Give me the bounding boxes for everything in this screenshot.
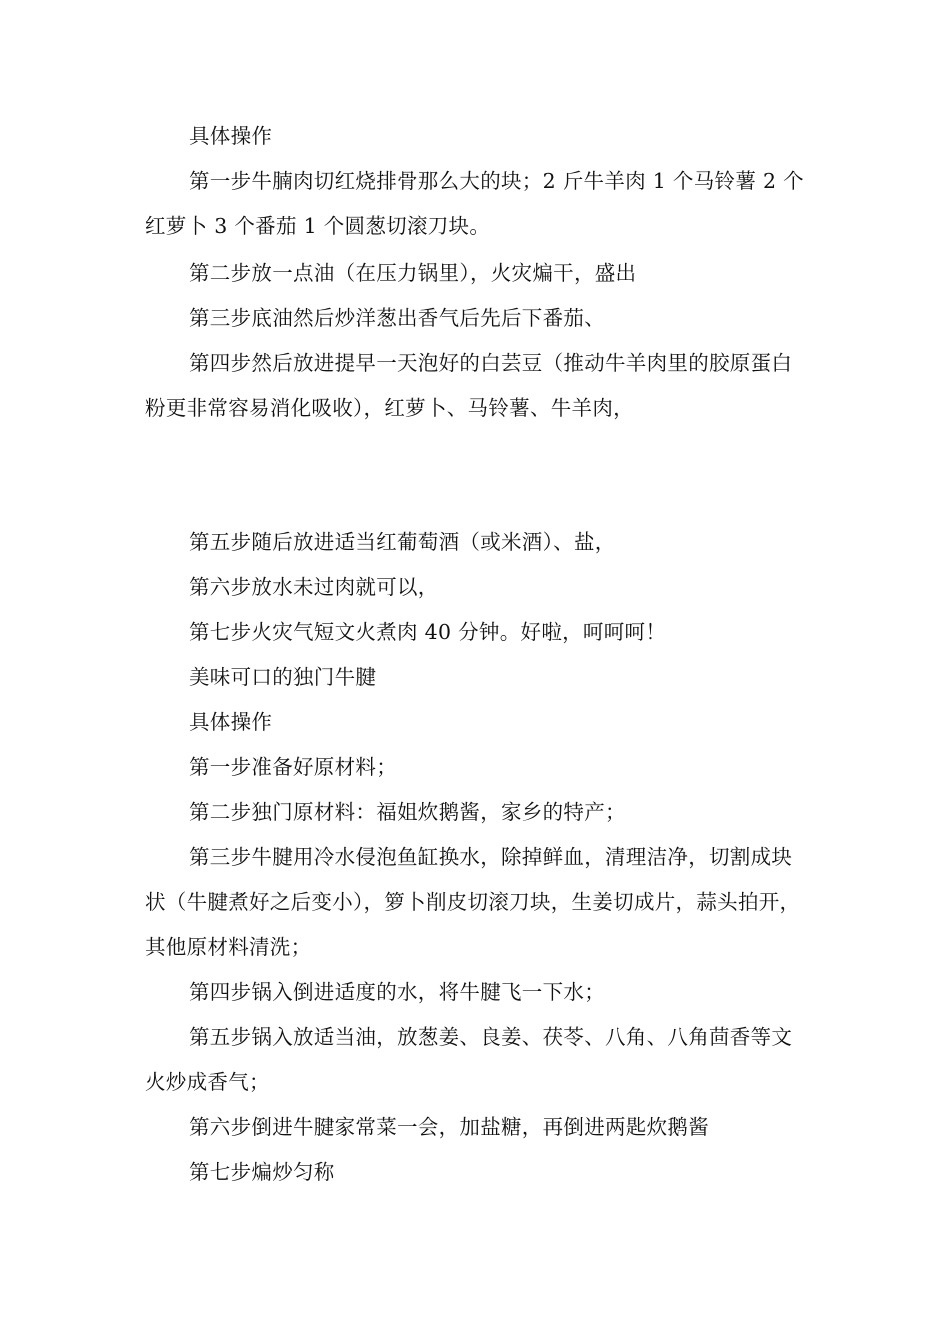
paragraph-beef-step-6: 第六步倒进牛腱家常菜一会，加盐糖，再倒进两匙炊鹅酱 <box>189 1115 709 1139</box>
paragraph-heading-operation-2: 具体操作 <box>189 710 273 734</box>
document-body <box>145 114 810 1195</box>
paragraph-beef-step-7: 第七步煸炒匀称 <box>189 1160 335 1184</box>
paragraph-step-3: 第三步底油然后炒洋葱出香气后先后下番茄、 <box>189 306 605 330</box>
paragraph-beef-step-3: 第三步牛腱用冷水侵泡鱼缸换水，除掉鲜血，清理洁净，切割成块状（牛腱煮好之后变小），箩卜削皮切滚刀块，生姜切成片，蒜头拍开，其他原材料清洗； <box>145 845 801 959</box>
paragraph-step-1: 第一步牛腩肉切红烧排骨那么大的块；2 斤牛羊肉 1 个马铃薯 2 个红萝卜 3 个番茄 1 个圆葱切滚刀块。 <box>145 169 804 238</box>
paragraph-beef-step-5: 第五步锅入放适当油，放葱姜、良姜、茯苓、八角、八角茴香等文火炒成香气； <box>145 1025 793 1094</box>
paragraph-step-5: 第五步随后放进适当红葡萄酒（或米酒）、盐， <box>189 530 616 554</box>
paragraph-step-4: 第四步然后放进提早一天泡好的白芸豆（推动牛羊肉里的胶原蛋白粉更非常容易消化吸收），红萝卜、马铃薯、牛羊肉， <box>145 351 793 420</box>
paragraph-step-2: 第二步放一点油（在压力锅里），火灾煸干，盛出 <box>189 261 637 285</box>
paragraph-beef-step-1: 第一步准备好原材料； <box>189 755 397 779</box>
paragraph-beef-step-4: 第四步锅入倒进适度的水，将牛腱飞一下水； <box>189 980 605 1004</box>
paragraph-heading-operation-1: 具体操作 <box>189 124 273 148</box>
paragraph-step-6: 第六步放水未过肉就可以， <box>189 575 439 599</box>
spacer-large <box>145 431 810 520</box>
paragraph-step-7: 第七步火灾气短文火煮肉 40 分钟。好啦，呵呵呵！ <box>189 620 667 644</box>
paragraph-beef-step-2: 第二步独门原材料：福姐炊鹅酱，家乡的特产； <box>189 800 626 824</box>
paragraph-recipe-title: 美味可口的独门牛腱 <box>189 665 377 689</box>
